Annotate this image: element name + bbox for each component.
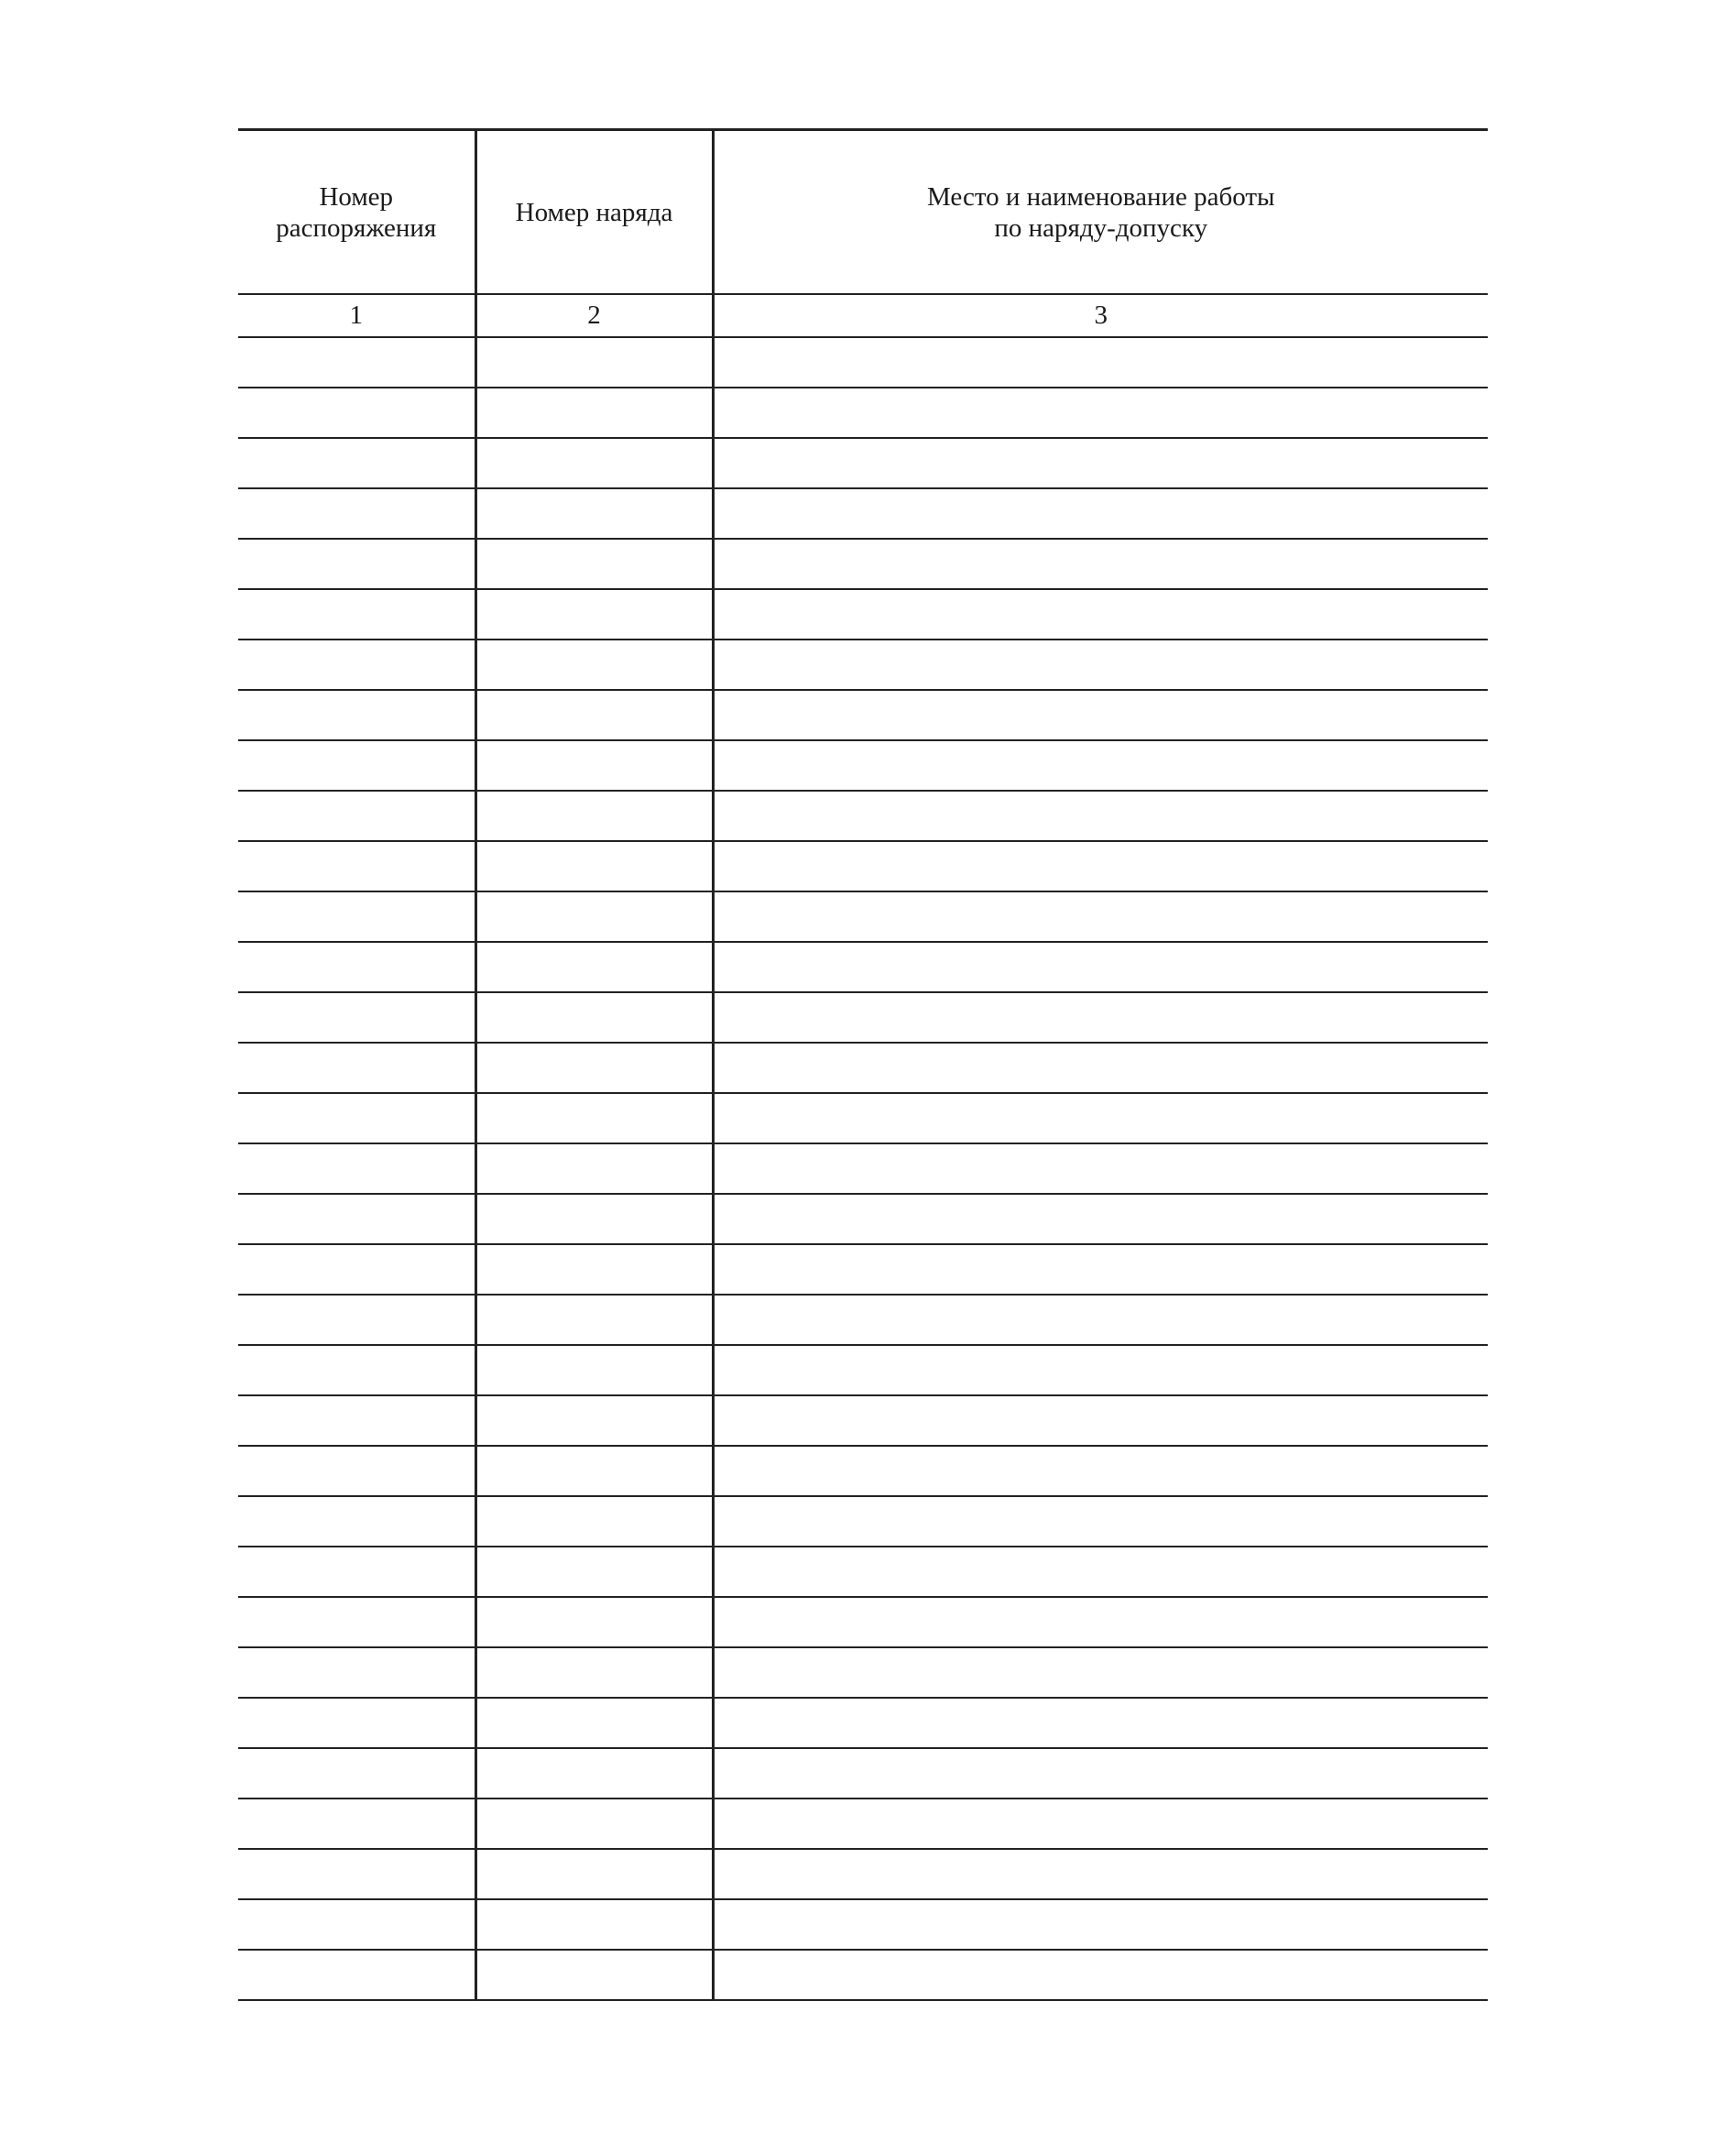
table-row [238,690,1488,740]
table-cell-col-2[interactable] [475,1698,713,1748]
table-header-row [238,130,1488,295]
table-cell-col-2[interactable] [475,1194,713,1244]
header-order-number [238,130,475,295]
table-cell-col-2[interactable] [475,640,713,690]
table-cell-col-3[interactable] [713,1950,1488,2000]
table-cell-col-3[interactable] [713,1899,1488,1950]
table-row [238,1647,1488,1698]
table-cell-col-2[interactable] [475,1395,713,1446]
table-cell-col-1[interactable] [238,589,475,640]
table-cell-col-1[interactable] [238,1799,475,1849]
table-row [238,1950,1488,2000]
table-cell-col-2[interactable] [475,388,713,438]
table-cell-col-3[interactable] [713,1345,1488,1395]
table-cell-col-1[interactable] [238,1194,475,1244]
table-cell-col-3[interactable] [713,1748,1488,1799]
table-cell-col-2[interactable] [475,841,713,891]
header-permit-number-line-1: Номер наряда [515,197,673,227]
table-cell-col-2[interactable] [475,539,713,589]
table-body [238,337,1488,2000]
table-cell-col-1[interactable] [238,740,475,791]
table-row [238,1748,1488,1799]
table-cell-col-1[interactable] [238,388,475,438]
table-cell-col-1[interactable] [238,1597,475,1647]
table-row [238,942,1488,992]
table-cell-col-2[interactable] [475,1496,713,1547]
table-cell-col-3[interactable] [713,1799,1488,1849]
table-cell-col-1[interactable] [238,1547,475,1597]
table-row [238,1496,1488,1547]
table-cell-col-3[interactable] [713,438,1488,488]
table-cell-col-1[interactable] [238,438,475,488]
table-row [238,1043,1488,1093]
table-cell-col-1[interactable] [238,1496,475,1547]
table-cell-col-3[interactable] [713,740,1488,791]
table-cell-col-3[interactable] [713,1446,1488,1496]
table-cell-col-2[interactable] [475,1143,713,1194]
table-cell-col-3[interactable] [713,1043,1488,1093]
work-orders-table [238,128,1488,2001]
table-cell-col-2[interactable] [475,690,713,740]
table-cell-col-1[interactable] [238,1849,475,1899]
header-work-place-line-1: Место и наименование работы [926,181,1275,212]
table-cell-col-2[interactable] [475,1899,713,1950]
table-cell-col-3[interactable] [713,1194,1488,1244]
table-cell-col-2[interactable] [475,1043,713,1093]
table-cell-col-1[interactable] [238,1345,475,1395]
table-cell-col-2[interactable] [475,1446,713,1496]
table-cell-col-1[interactable] [238,992,475,1043]
table-cell-col-1[interactable] [238,1950,475,2000]
header-order-number-line-1: Номер [319,181,394,212]
table-cell-col-1[interactable] [238,1395,475,1446]
column-number-3: 3 [713,294,1488,337]
table-cell-col-3[interactable] [713,690,1488,740]
header-work-place-line-2: по наряду-допуску [994,213,1208,243]
table-cell-col-1[interactable] [238,791,475,841]
table-cell-col-1[interactable] [238,891,475,942]
table-cell-col-3[interactable] [713,1496,1488,1547]
table-cell-col-1[interactable] [238,1899,475,1950]
table-cell-col-2[interactable] [475,337,713,388]
table-row [238,891,1488,942]
table-cell-col-1[interactable] [238,1244,475,1295]
table-row [238,1698,1488,1748]
table-cell-col-1[interactable] [238,1043,475,1093]
table-cell-col-3[interactable] [713,791,1488,841]
table-row [238,1295,1488,1345]
table-cell-col-2[interactable] [475,438,713,488]
table-cell-col-2[interactable] [475,1244,713,1295]
table-row [238,388,1488,438]
table-cell-col-2[interactable] [475,891,713,942]
table-row [238,1395,1488,1446]
table-cell-col-1[interactable] [238,1748,475,1799]
table-cell-col-1[interactable] [238,1093,475,1143]
table-cell-col-2[interactable] [475,1748,713,1799]
table-cell-col-2[interactable] [475,1295,713,1345]
table-cell-col-1[interactable] [238,1647,475,1698]
table-cell-col-1[interactable] [238,841,475,891]
table-cell-col-3[interactable] [713,488,1488,539]
table-cell-col-2[interactable] [475,1597,713,1647]
table-cell-col-3[interactable] [713,1143,1488,1194]
table-cell-col-1[interactable] [238,488,475,539]
table-cell-col-1[interactable] [238,1143,475,1194]
table-row [238,791,1488,841]
table-cell-col-1[interactable] [238,1295,475,1345]
table-cell-col-3[interactable] [713,1849,1488,1899]
table-cell-col-3[interactable] [713,992,1488,1043]
column-number-1: 1 [238,294,475,337]
column-number-row [238,294,1488,337]
table-row [238,1194,1488,1244]
table-cell-col-3[interactable] [713,891,1488,942]
table-cell-col-3[interactable] [713,1698,1488,1748]
table-cell-col-3[interactable] [713,640,1488,690]
table-cell-col-2[interactable] [475,1093,713,1143]
column-number-2: 2 [475,294,713,337]
table-cell-col-2[interactable] [475,1950,713,2000]
table-cell-col-2[interactable] [475,740,713,791]
table-cell-col-2[interactable] [475,1799,713,1849]
table-cell-col-1[interactable] [238,1446,475,1496]
table-row [238,488,1488,539]
header-work-place-and-name [713,130,1488,295]
table-cell-col-3[interactable] [713,388,1488,438]
header-order-number-line-2: распоряжения [276,213,437,243]
table-cell-col-3[interactable] [713,1597,1488,1647]
table-row [238,1143,1488,1194]
table-row [238,539,1488,589]
header-permit-number [475,130,713,295]
table-cell-col-1[interactable] [238,1698,475,1748]
table-row [238,1093,1488,1143]
table-row [238,1244,1488,1295]
table-row [238,1547,1488,1597]
table-cell-col-2[interactable] [475,942,713,992]
table-cell-col-2[interactable] [475,791,713,841]
table-cell-col-3[interactable] [713,589,1488,640]
table-cell-col-3[interactable] [713,539,1488,589]
table-row [238,1849,1488,1899]
table-row [238,1899,1488,1950]
table-cell-col-1[interactable] [238,942,475,992]
table-cell-col-2[interactable] [475,1849,713,1899]
table-row [238,1597,1488,1647]
table-cell-col-2[interactable] [475,1647,713,1698]
table-row [238,438,1488,488]
table-row [238,841,1488,891]
table-cell-col-3[interactable] [713,1295,1488,1345]
table-cell-col-3[interactable] [713,1547,1488,1597]
table-cell-col-3[interactable] [713,337,1488,388]
table-row [238,740,1488,791]
table-row [238,337,1488,388]
table-row [238,1345,1488,1395]
table-cell-col-3[interactable] [713,1395,1488,1446]
table-cell-col-3[interactable] [713,942,1488,992]
table-cell-col-2[interactable] [475,488,713,539]
table-row [238,1799,1488,1849]
table-cell-col-1[interactable] [238,539,475,589]
table-cell-col-3[interactable] [713,841,1488,891]
table-row [238,992,1488,1043]
table-cell-col-3[interactable] [713,1244,1488,1295]
table-cell-col-1[interactable] [238,690,475,740]
table-cell-col-1[interactable] [238,337,475,388]
table-row [238,1446,1488,1496]
table-cell-col-3[interactable] [713,1093,1488,1143]
table-cell-col-3[interactable] [713,1647,1488,1698]
table-cell-col-2[interactable] [475,992,713,1043]
table-cell-col-1[interactable] [238,640,475,690]
table-cell-col-2[interactable] [475,1547,713,1597]
table-row [238,589,1488,640]
table-row [238,640,1488,690]
table-cell-col-2[interactable] [475,1345,713,1395]
table-cell-col-2[interactable] [475,589,713,640]
